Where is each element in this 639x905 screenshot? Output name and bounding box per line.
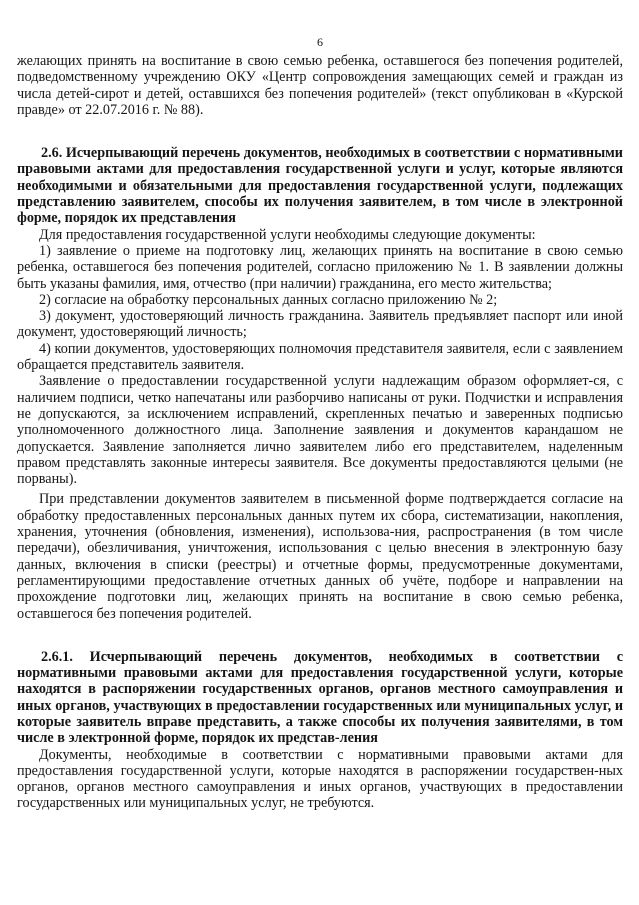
document-page (17, 0, 623, 905)
section-2-6-heading: 2.6. Исчерпывающий перечень документов, необходимых в соответствии с нормативными правовыми актами для предоставления государственной услуги и услуг, которые являются необходимыми и обязательными для предоставления государственной услуги, подлежащих представлению заявителем, способы их получения заявителем, в том числе в электронной форме, порядок их представления (17, 145, 623, 227)
section-2-6 (17, 145, 623, 622)
intro-paragraph: желающих принять на воспитание в свою семью ребенка, оставшегося без попечения родителей, подведомственному учреждению ОКУ «Центр сопровождения замещающих семей и граждан из числа детей-сирот и детей, оставшихся без попечения родителей» (текст опубликован в «Курской правде» от 22.07.2016 г. № 88). (17, 53, 623, 118)
spacer (17, 118, 623, 145)
section-2-6-paragraph: Заявление о предоставлении государственной услуги надлежащим образом оформляет-ся, с наличием подписи, четко напечатаны или разборчиво написаны от руки. Подчистки и исправления не допускаются, за исключением исправлений, скрепленных печатью и заверенных подписью уполномоченного должностного лица. Заполнение заявления и документов карандашом не допускается. Заявление заполняется лично заявителем либо его представителем, наделенным правом представлять законные интересы заявителя. Все документы предоставляются целыми (не порваны). (17, 373, 623, 488)
page-number: 6 (317, 35, 323, 49)
section-2-6-paragraph: 4) копии документов, удостоверяющих полномочия представителя заявителя, если с заявлением обращается представитель заявителя. (17, 340, 623, 374)
section-2-6-paragraph: 2) согласие на обработку персональных данных согласно приложению № 2; (39, 291, 498, 308)
section-2-6-paragraph: Для предоставления государственной услуги необходимы следующие документы: (39, 226, 536, 243)
section-2-6-paragraph: 1) заявление о приеме на подготовку лиц, желающих принять на воспитание в свою семью ребенка, оставшегося без попечения родителей, согласно приложению № 1. В заявлении должны быть указаны фамилия, имя, отчество (при наличии) гражданина, его место жительства; (17, 242, 623, 292)
section-2-6-1-paragraph: Документы, необходимые в соответствии с нормативными правовыми актами для предоставления государственной услуги, которые находятся в распоряжении государствен-ных органов, органов местного самоуправления и иных органов, участвующих в предоставлении государственных или муниципальных услуг, не требуются. (17, 746, 623, 812)
section-2-6-paragraph: При представлении документов заявителем в письменной форме подтверждается согласие на обработку предоставленных персональных данных путем их сбора, систематизации, накопления, хранения, уточнения (обновления, изменения), использова-ния, распространения (в том числе передачи), обезличивания, уничтожения, использования с целью внесения в электронную базу данных, включения в списки (реестры) и отчетные формы, предусмотренные документами, регламентирующими предоставление отчетных данных об учёте, подборе и направлении на прохождение подготовки лиц, желающих принять на воспитание в свою семью ребенка, оставшегося без попечения родителей. (17, 491, 623, 622)
section-2-6-paragraph: 3) документ, удостоверяющий личность гражданина. Заявитель предъявляет паспорт или иной документ, удостоверяющий личность; (17, 308, 623, 341)
section-2-6-1-heading: 2.6.1. Исчерпывающий перечень документов, необходимых в соответствии с нормативными правовыми актами для предоставления государственной услуги, которые находятся в распоряжении государственных органов, органов местного самоуправления и иных органов, участвующих в предоставлении государственных или муниципальных услуг, и которые заявитель вправе представить, а также способы их получения заявителями, в том числе в электронной форме, порядок их представ-ления (17, 648, 623, 747)
section-2-6-1 (17, 649, 623, 812)
spacer (17, 622, 623, 649)
document-body (17, 53, 623, 812)
